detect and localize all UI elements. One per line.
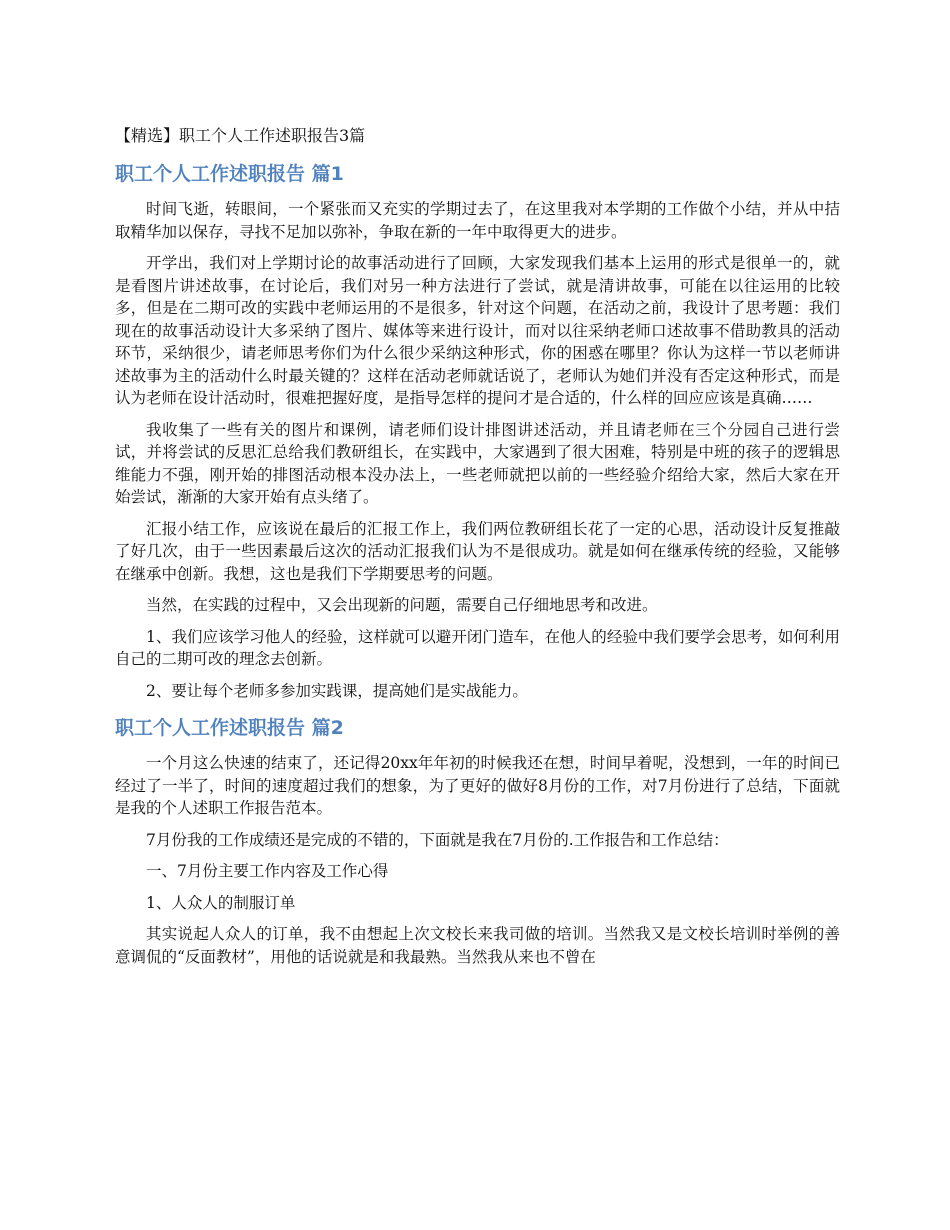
paragraph: 7月份我的工作成绩还是完成的不错的，下面就是我在7月份的.工作报告和工作总结： — [146, 830, 729, 849]
paragraph: 时间飞逝，转眼间，一个紧张而又充实的学期过去了，在这里我对本学期的工作做个小结，并从中拮取精华加以保存，寻找不足加以弥补，争取在新的一年中取得更大的进步。 — [115, 200, 840, 241]
section-2 — [115, 714, 840, 968]
paragraph: 其实说起人众人的订单，我不由想起上次文校长来我司做的培训。当然我又是文校长培训时举例的善意调侃的“反面教材”，用他的话说就是和我最熟。当然我从来也不曾在 — [115, 925, 840, 966]
section-1 — [115, 160, 840, 702]
paragraph: 开学出，我们对上学期讨论的故事活动进行了回顾，大家发现我们基本上运用的形式是很单一的，就是看图片讲述故事，在讨论后，我们对另一种方法进行了尝试，就是清讲故事，可能在以往运用的比较多，但是在二期可改的实践中老师运用的不是很多，针对这个问题，在活动之前，我设计了思考题：我们现在的故事活动设计大多采纳了图片、媒体等来进行设计，而对以往采纳老师口述故事不借助教具的活动环节，采纳很少，请老师思考你们为什么很少采纳这种形式，你的困惑在哪里？你认为这样一节以老师讲述故事为主的活动什么时最关键的？这样在活动老师就话说了，老师认为她们并没有否定这种形式，而是认为老师在设计活动时，很难把握好度，是指导怎样的提问才是合适的，什么样的回应应该是真确…… — [115, 254, 840, 407]
document-page — [115, 124, 840, 977]
paragraph: 1、我们应该学习他人的经验，这样就可以避开闭门造车，在他人的经验中我们要学会思考，如何利用自己的二期可改的理念去创新。 — [115, 627, 840, 668]
paragraph: 2、要让每个老师多参加实践课，提高她们是实战能力。 — [146, 681, 528, 700]
paragraph: 1、人众人的制服订单 — [146, 893, 296, 912]
paragraph: 当然，在实践的过程中，又会出现新的问题，需要自己仔细地思考和改进。 — [146, 596, 658, 614]
document-title: 【精选】职工个人工作述职报告3篇 — [115, 126, 366, 145]
section-heading-2: 职工个人工作述职报告 篇2 — [115, 717, 344, 739]
section-heading-1: 职工个人工作述职报告 篇1 — [115, 163, 344, 185]
paragraph: 一、7月份主要工作内容及工作心得 — [146, 862, 389, 880]
paragraph: 我收集了一些有关的图片和课例，请老师们设计排图讲述活动，并且请老师在三个分园自己进行尝试，并将尝试的反思汇总给我们教研组长，在实践中，大家遇到了很大困难，特别是中班的孩子的逻辑思维能力不强，刚开始的排图活动根本没办法上，一些老师就把以前的一些经验介绍给大家，然后大家在开始尝试，渐渐的大家开始有点头绪了。 — [115, 420, 840, 506]
paragraph: 汇报小结工作，应该说在最后的汇报工作上，我们两位教研组长花了一定的心思，活动设计反复推敲了好几次，由于一些因素最后这次的活动汇报我们认为不是很成功。就是如何在继承传统的经验，又能够在继承中创新。我想，这也是我们下学期要思考的问题。 — [115, 519, 840, 583]
paragraph: 一个月这么快速的结束了，还记得20xx年年初的时候我还在想，时间早着呢，没想到，一年的时间已经过了一半了，时间的速度超过我们的想象，为了更好的做好8月份的工作，对7月份进行了总结，下面就是我的个人述职工作报告范本。 — [115, 754, 840, 817]
